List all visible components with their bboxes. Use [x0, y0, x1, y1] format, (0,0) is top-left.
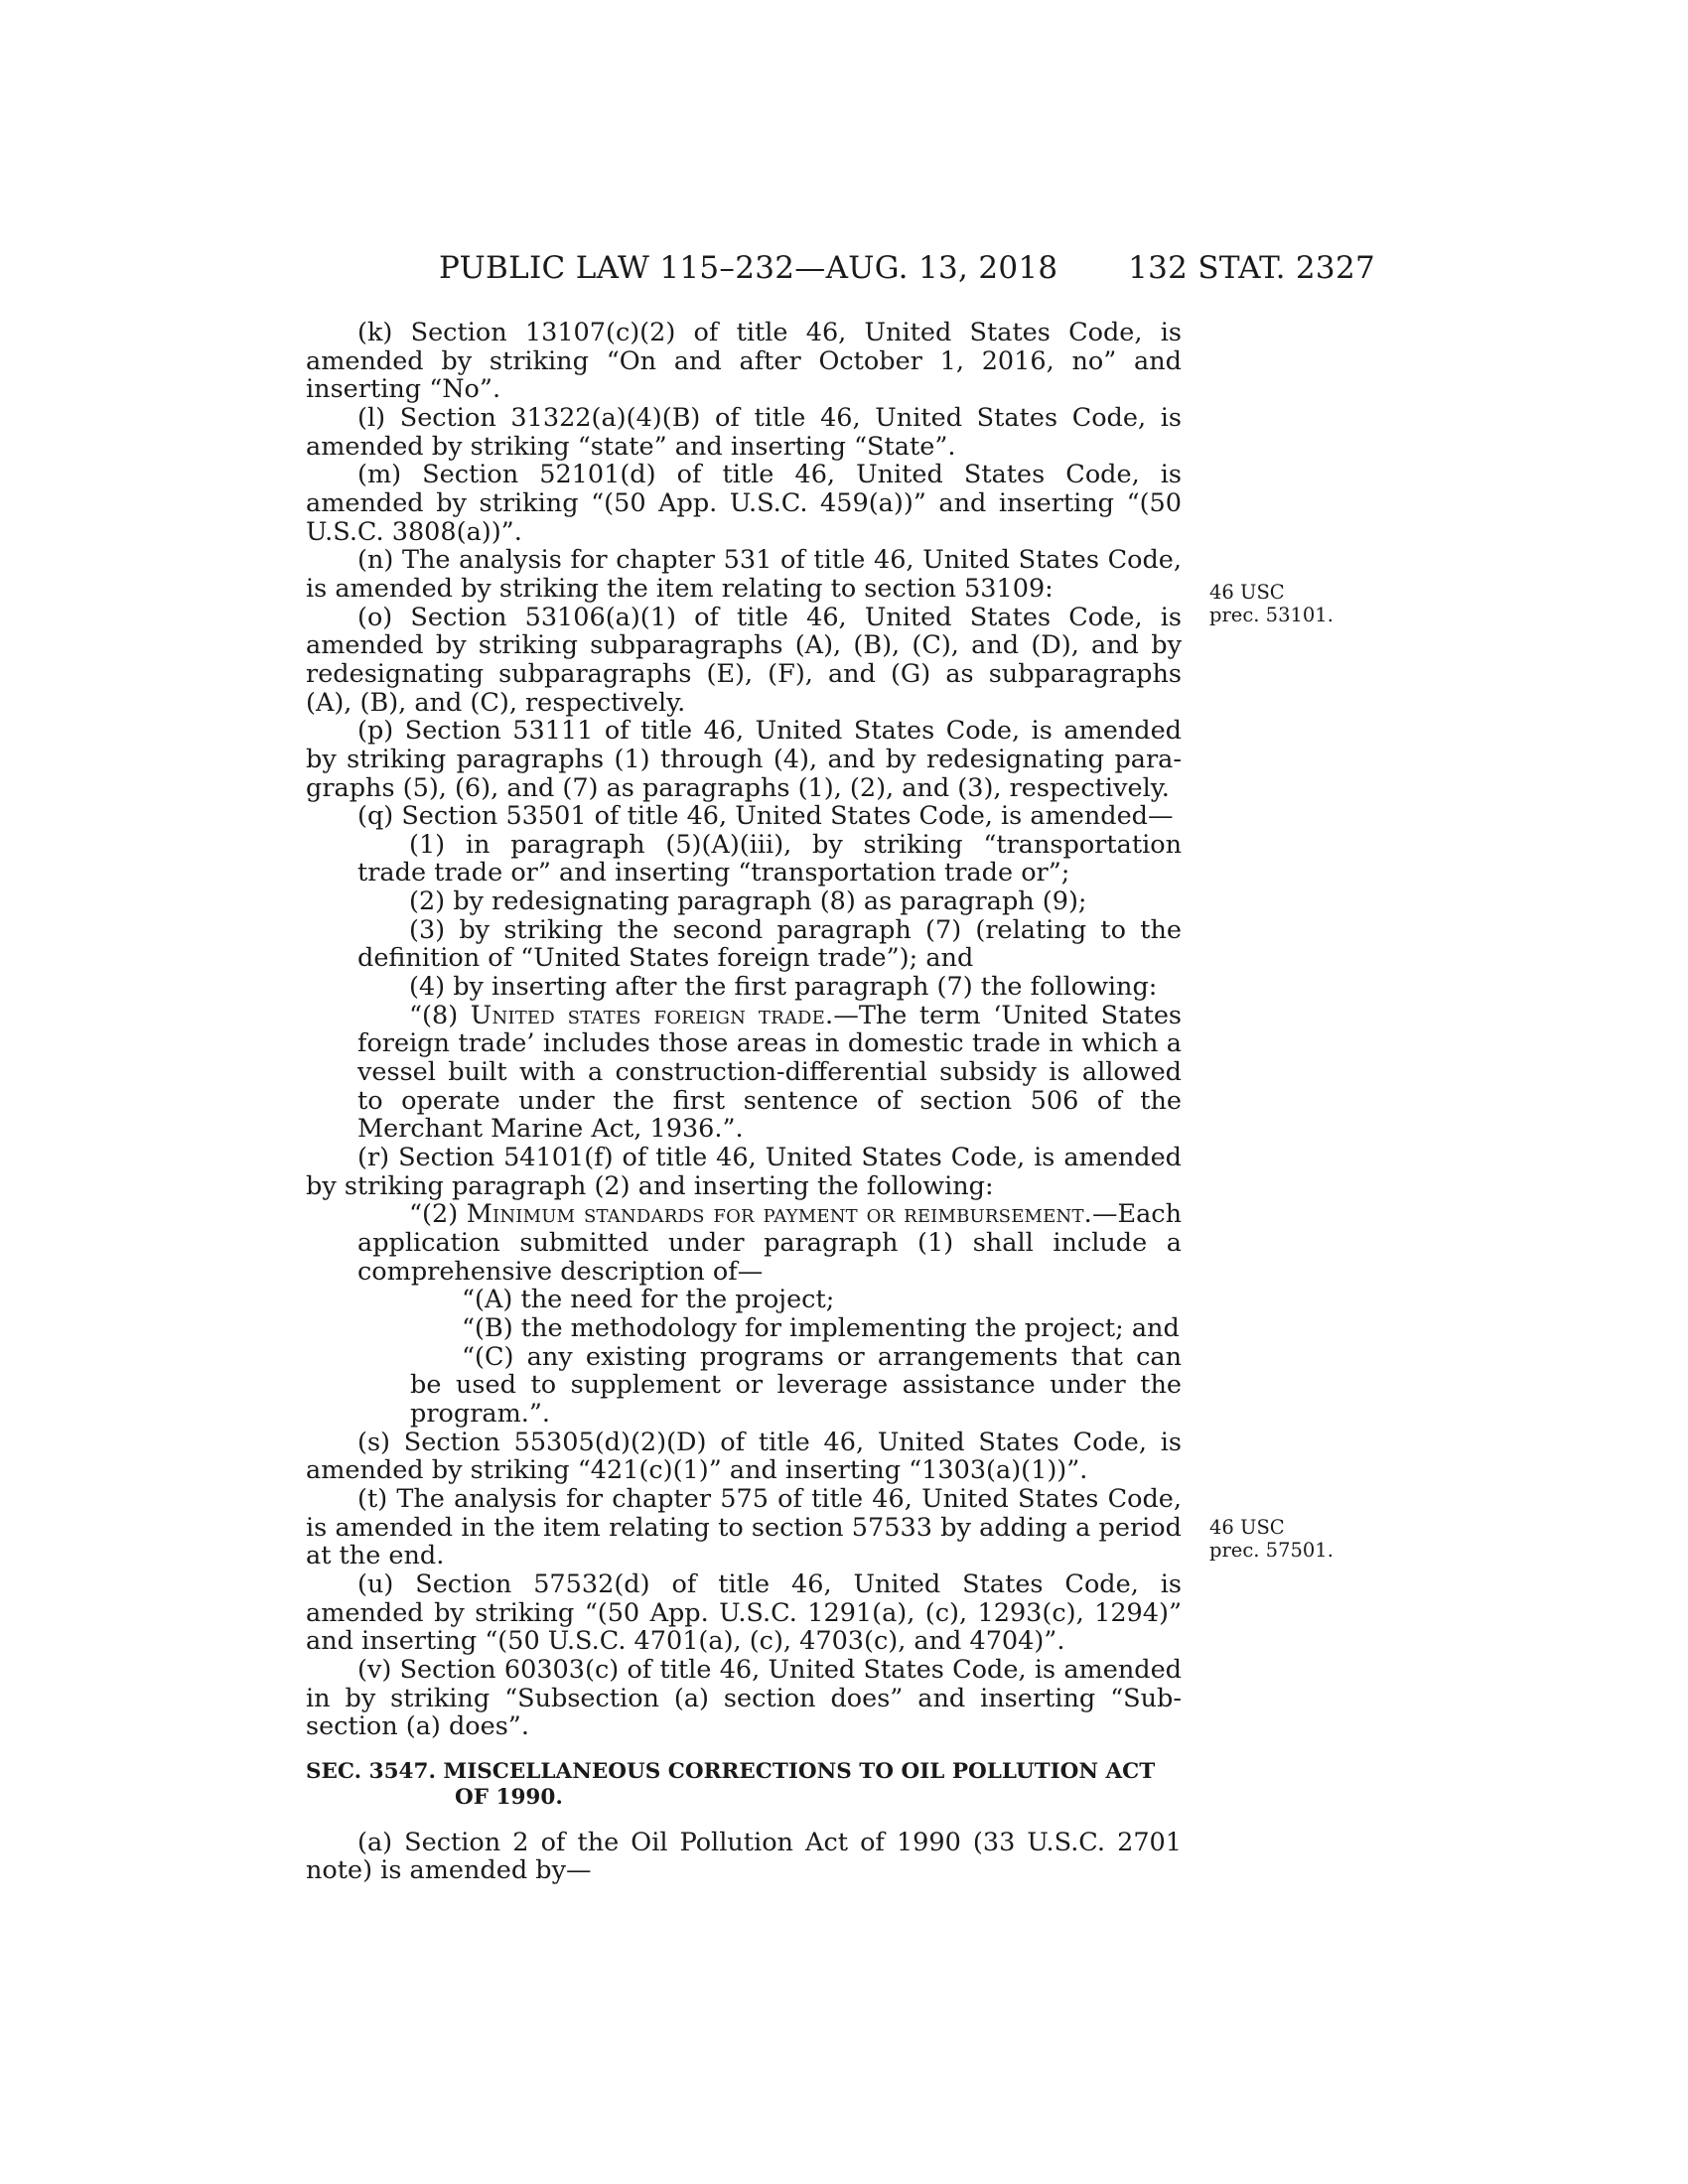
running-title: PUBLIC LAW 115–232—AUG. 13, 2018: [439, 250, 1058, 286]
subsection-l: (l) Section 31322(a)(4)(B) of title 46, United States Code, is amended by striking “state” and inserting “State”.: [306, 402, 1182, 462]
subparagraph-B: “(B) the methodology for implementing the project; and: [462, 1312, 1180, 1343]
margin-note-line: 46 USC: [1209, 581, 1285, 604]
paragraph-text: —Each application submitted under paragraph (1) shall include a comprehensive description of—: [357, 1199, 1182, 1287]
subsection-t: (t) The analysis for chapter 575 of title 46, United States Code, is amended in the item relating to section 57533 by adding a period at the end.: [306, 1483, 1182, 1571]
margin-note-line: 46 USC: [1209, 1516, 1285, 1539]
quote-open: “(8): [409, 1000, 471, 1030]
quote-open: “(2): [409, 1199, 467, 1230]
subparagraph-A: “(A) the need for the project;: [462, 1285, 835, 1315]
page-header: [303, 250, 1375, 290]
subsection-n: (n) The analysis for chapter 531 of title 46, United States Code, is amended by striking the item relating to section 53109:: [306, 545, 1182, 604]
paragraph-caption: United states foreign trade.: [470, 1000, 834, 1030]
paragraph-caption: Minimum standards for payment or reimbursement.: [466, 1199, 1092, 1230]
paragraph-q4: (4) by inserting after the first paragraph (7) the following:: [409, 972, 1158, 1003]
section-heading-line: OF 1990.: [455, 1784, 563, 1810]
subparagraph-C: “(C) any existing programs or arrangements that can be used to supplement or leverage assistance under the program.”.: [410, 1341, 1182, 1429]
inserted-paragraph-8: [357, 1002, 1182, 1144]
subsection-m: (m) Section 52101(d) of title 46, United States Code, is amended by striking “(50 App. U.S.C. 459(a))” and inserting “(50 U.S.C. 3808(a))”.: [306, 460, 1182, 547]
subsection-p: (p) Section 53111 of title 46, United States Code, is amended by striking paragraphs (1) through (4), and by redesignating paragraphs (5), (6), and (7) as paragraphs (1), (2), and (3), respectively.: [306, 716, 1182, 803]
section-heading: [306, 1759, 1182, 1811]
subsection-s: (s) Section 55305(d)(2)(D) of title 46, United States Code, is amended by striking “421(c)(1)” and inserting “1303(a)(1))”.: [306, 1427, 1182, 1486]
document-body: [306, 319, 1182, 1885]
margin-note-53101: [1209, 581, 1334, 626]
paragraph-q2: (2) by redesignating paragraph (8) as paragraph (9);: [409, 887, 1087, 917]
inserted-paragraph-2: [357, 1200, 1182, 1286]
statute-page-number: 132 STAT. 2327: [1128, 250, 1375, 286]
subsection-v: (v) Section 60303(c) of title 46, United States Code, is amended in by striking “Subsection (a) section does” and inserting “Subsection (a) does”.: [306, 1654, 1182, 1742]
margin-note-57501: [1209, 1516, 1334, 1562]
paragraph-q3: (3) by striking the second paragraph (7) (relating to the definition of “United States foreign trade”); and: [357, 914, 1182, 974]
subsection-q: (q) Section 53501 of title 46, United States Code, is amended—: [357, 801, 1174, 832]
margin-note-line: prec. 57501.: [1209, 1539, 1334, 1562]
section-heading-line: SEC. 3547. MISCELLANEOUS CORRECTIONS TO OIL POLLUTION ACT: [306, 1758, 1156, 1784]
paragraph-q1: (1) in paragraph (5)(A)(iii), by striking “transportation trade trade or” and inserting “transportation trade or”;: [357, 829, 1182, 888]
subsection-r: (r) Section 54101(f) of title 46, United States Code, is amended by striking paragraph (2) and inserting the following:: [306, 1143, 1182, 1201]
subsection-u: (u) Section 57532(d) of title 46, United States Code, is amended by striking “(50 App. U.S.C. 1291(a), (c), 1293(c), 1294)” and inserting “(50 U.S.C. 4701(a), (c), 4703(c), and 4704)”.: [306, 1569, 1182, 1657]
paragraph-text: —The term ‘United States foreign trade’ includes those areas in domestic trade in which a vessel built with a construction-differential subsidy is allowed to operate under the first sentence of section 506 of the Merchant Marine Act, 1936.”.: [357, 1000, 1182, 1145]
subsection-a: (a) Section 2 of the Oil Pollution Act of 1990 (33 U.S.C. 2701 note) is amended by—: [306, 1827, 1182, 1886]
subsection-o: (o) Section 53106(a)(1) of title 46, United States Code, is amended by striking subparagraphs (A), (B), (C), and (D), and by redesignating subparagraphs (E), (F), and (G) as subparagraphs (A), (B), and (C), respectively.: [306, 602, 1182, 718]
subsection-k: (k) Section 13107(c)(2) of title 46, United States Code, is amended by striking “On and after October 1, 2016, no” and inserting “No”.: [306, 318, 1182, 405]
margin-note-line: prec. 53101.: [1209, 604, 1334, 626]
